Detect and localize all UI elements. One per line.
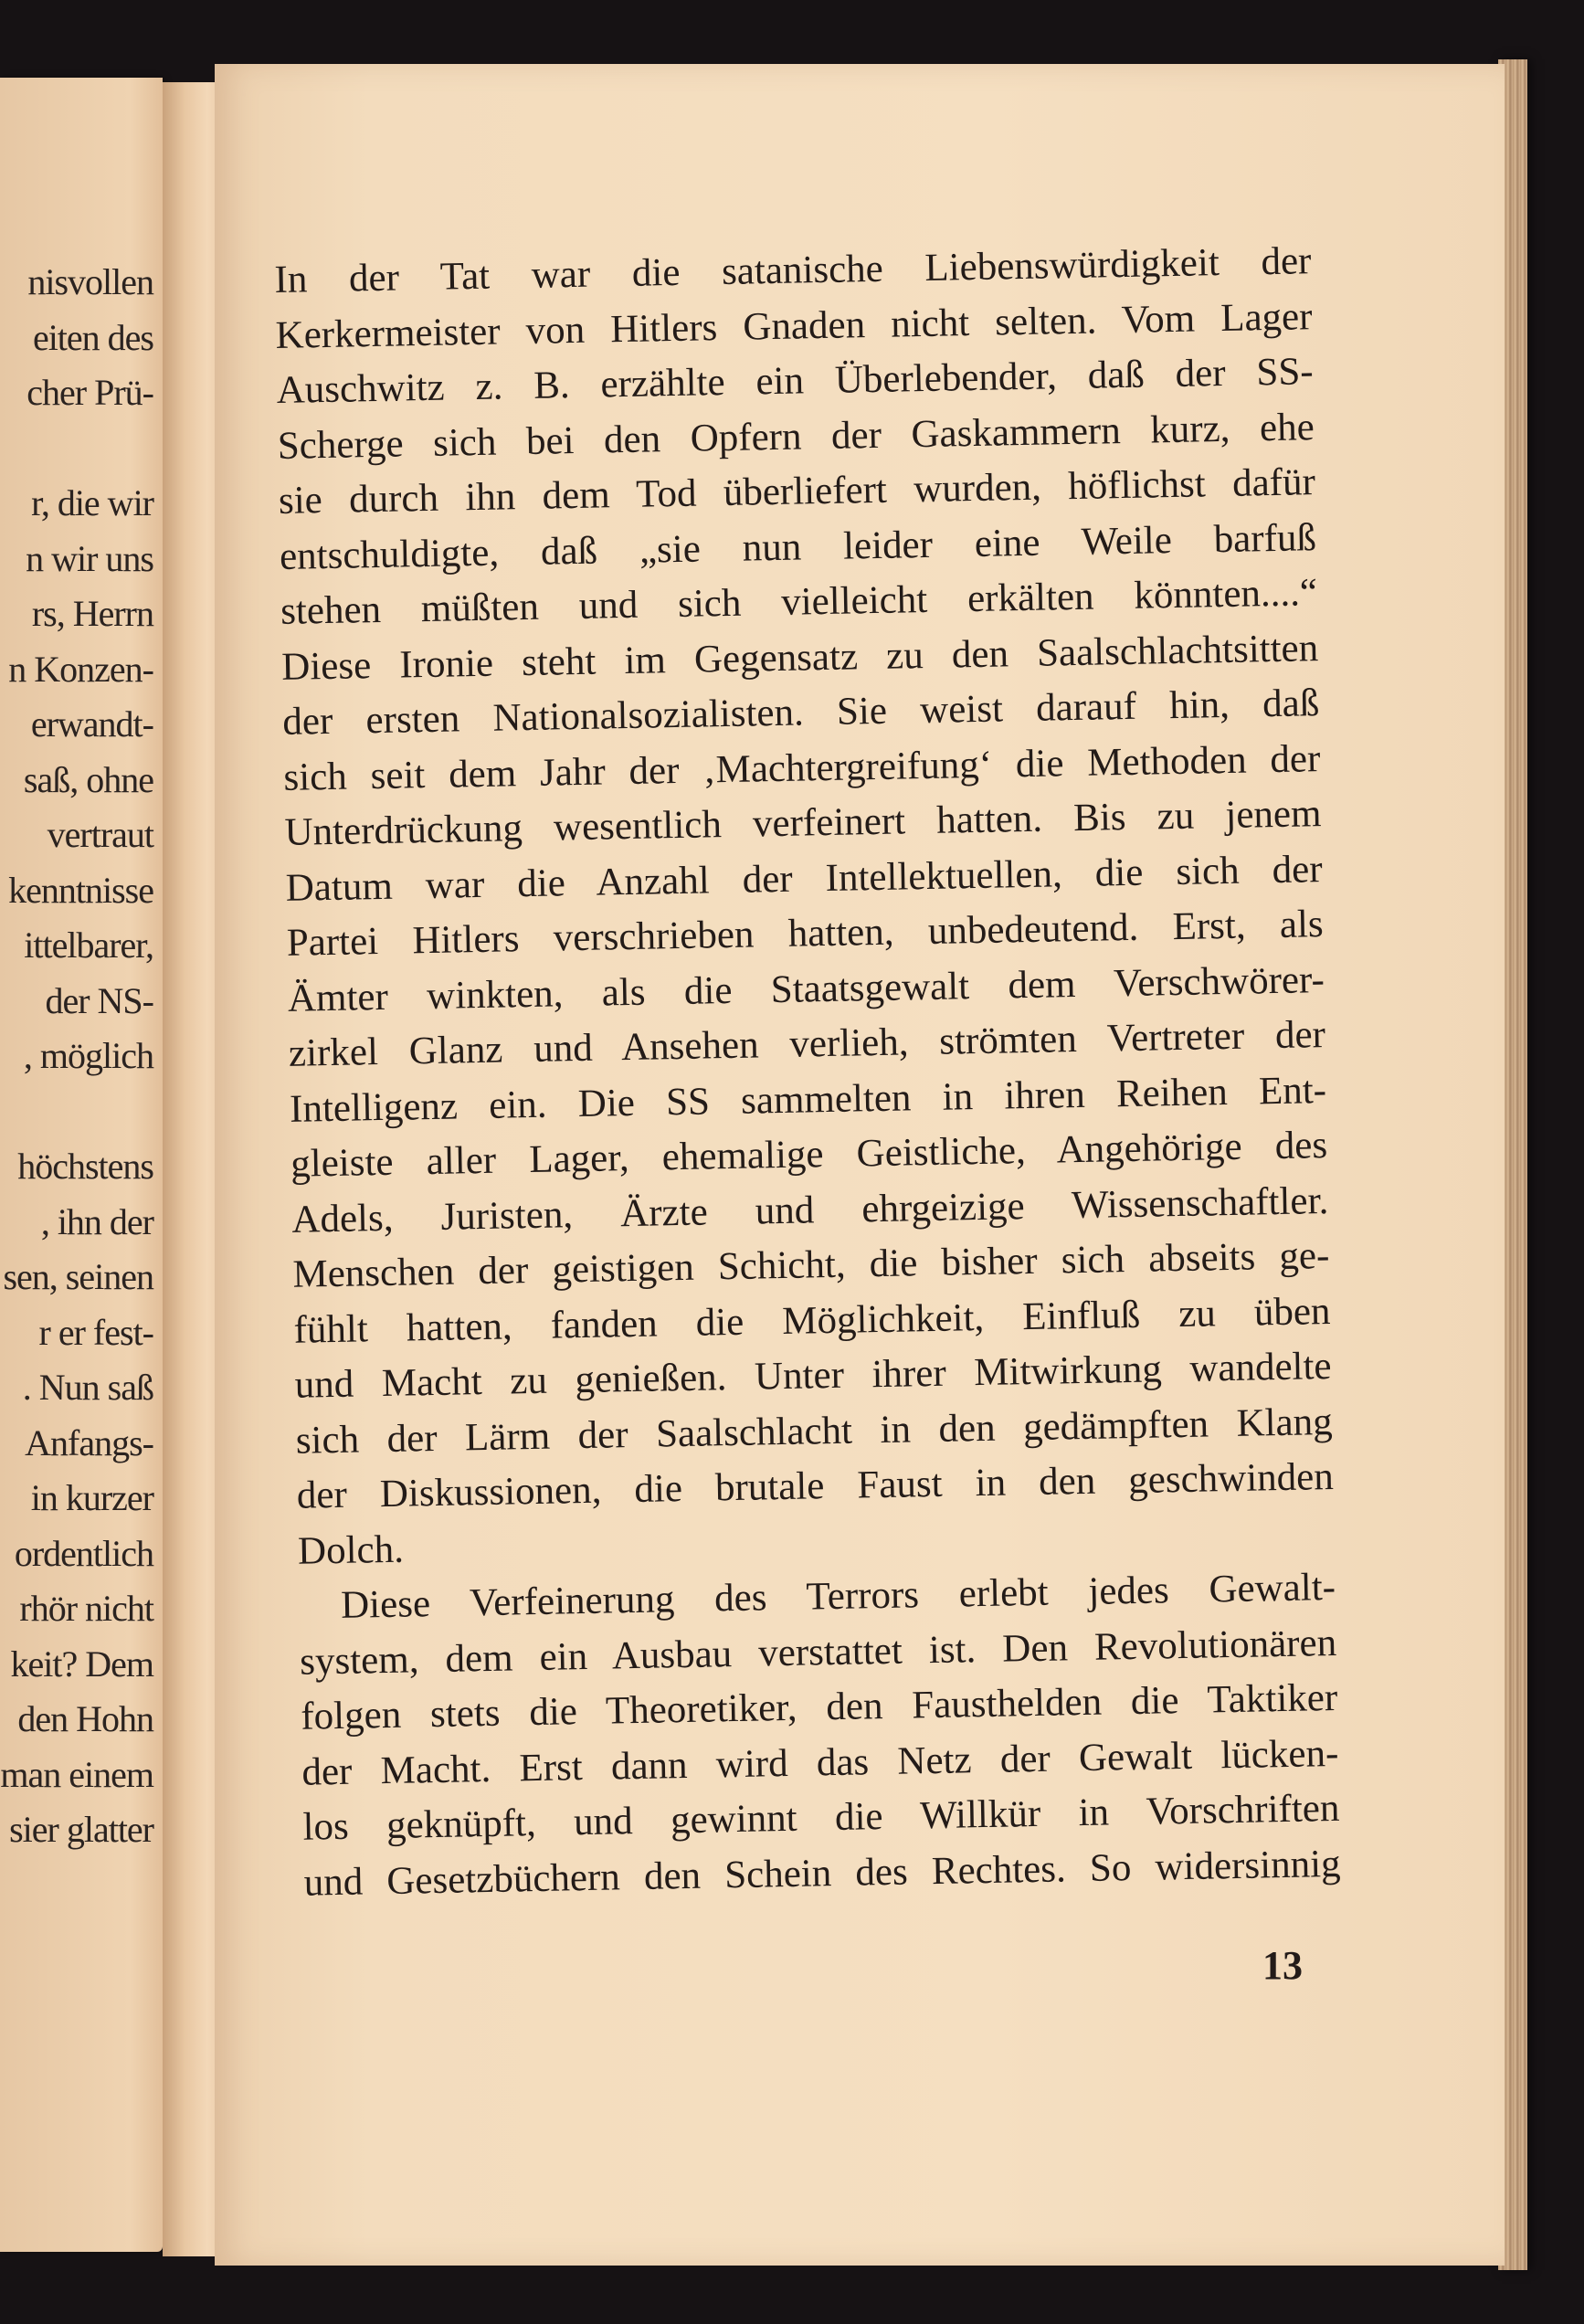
text-line: Kerkermeister von Hitlers Gnaden nicht selten. Vom Lager <box>275 294 1313 357</box>
text-line: gleiste aller Lager, ehemalige Geistliche, Angehörige des <box>290 1124 1328 1186</box>
facing-page-line: sier glatter <box>9 1809 153 1850</box>
text-line: Scherge sich bei den Opfern der Gaskammern kurz, ehe <box>277 405 1315 468</box>
text-line: sich der Lärm der Saalschlacht in den gedämpften Klang <box>295 1400 1334 1463</box>
facing-page-line: sen, seinen <box>3 1256 153 1297</box>
facing-page-line: kenntnisse <box>8 869 153 911</box>
text-line: der ersten Nationalsozialisten. Sie weist darauf hin, daß <box>281 681 1320 744</box>
facing-page-left <box>0 78 163 2252</box>
facing-page-line: ordentlich <box>14 1532 153 1574</box>
text-line: Adels, Juristen, Ärzte und ehrgeizige Wissenschaftler. <box>290 1178 1329 1241</box>
text-line: der Macht. Erst dann wird das Netz der Gewalt lücken- <box>301 1731 1339 1794</box>
page-number: 13 <box>1262 1943 1303 1988</box>
text-line: Dolch. <box>297 1527 405 1573</box>
facing-page-line: nisvollen <box>27 261 153 302</box>
text-line: sie durch ihn dem Tod überliefert wurden, höflichst dafür <box>278 460 1316 523</box>
text-line: Ämter winkten, als die Staatsgewalt dem Verschwörer- <box>287 957 1325 1020</box>
text-line: Diese Verfeinerung des Terrors erlebt jedes Gewalt- <box>340 1565 1336 1627</box>
text-line: folgen stets die Theoretiker, den Fausthelden die Taktiker <box>300 1675 1338 1738</box>
facing-page-line: den Hohn <box>17 1698 153 1739</box>
text-line: los geknüpft, und gewinnt die Willkür in Vorschriften <box>302 1786 1340 1849</box>
text-line: und Gesetzbüchern den Schein des Rechtes. So widersinnig <box>303 1842 1341 1905</box>
text-line: entschuldigte, daß „sie nun leider eine Weile barfuß <box>279 515 1317 578</box>
text-line: Unterdrückung wesentlich verfeinert hatten. Bis zu jenem <box>284 792 1322 854</box>
facing-page-line: der NS- <box>45 979 153 1021</box>
facing-page-line: , möglich <box>23 1035 153 1076</box>
facing-page-line: rhör nicht <box>19 1588 153 1629</box>
facing-page-line: keit? Dem <box>10 1643 153 1685</box>
text-line: fühlt hatten, fanden die Möglichkeit, Einfluß zu üben <box>293 1289 1331 1352</box>
text-line: der Diskussionen, die brutale Faust in den geschwinden <box>296 1454 1335 1517</box>
text-line: Datum war die Anzahl der Intellektuellen, die sich der <box>285 847 1323 910</box>
text-line: zirkel Glanz und Ansehen verlieh, strömten Vertreter der <box>288 1013 1326 1075</box>
facing-page-line: r er fest- <box>38 1311 153 1353</box>
facing-page-line: r, die wir <box>31 482 153 523</box>
text-line: Partei Hitlers verschrieben hatten, unbedeutend. Erst, als <box>286 903 1325 965</box>
text-line: Diese Ironie steht im Gegensatz zu den Saalschlachtsitten <box>280 626 1319 689</box>
text-line: Auschwitz z. B. erzählte ein Überlebender, daß der SS- <box>276 350 1314 412</box>
text-line: system, dem ein Ausbau verstattet ist. Den Revolutionären <box>299 1621 1337 1684</box>
facing-page-line: vertraut <box>47 814 153 855</box>
text-line: Menschen der geistigen Schicht, die bisher sich abseits ge- <box>292 1234 1330 1296</box>
facing-page-line: . Nun saß <box>22 1367 153 1408</box>
facing-page-line: Anfangs- <box>25 1421 153 1463</box>
facing-page-line: n wir uns <box>26 537 153 579</box>
facing-page-line: ittelbarer, <box>24 924 153 966</box>
facing-page-line: n Konzen- <box>8 648 153 690</box>
facing-page-line: man einem <box>0 1753 153 1795</box>
paragraph-1 <box>274 234 1335 1579</box>
facing-page-line: cher Prü- <box>26 372 153 413</box>
facing-page-line: rs, Herrn <box>31 593 153 634</box>
facing-page-line: saß, ohne <box>23 758 153 800</box>
body-text <box>274 234 1341 1910</box>
facing-page-line: eiten des <box>32 316 153 358</box>
text-line: sich seit dem Jahr der ‚Machtergreifung‘ die Methoden der <box>283 736 1321 799</box>
text-line: In der Tat war die satanische Liebenswürdigkeit der <box>274 239 1312 301</box>
facing-page-line: in kurzer <box>30 1477 153 1518</box>
text-line: Intelligenz ein. Die SS sammelten in ihren Reihen Ent- <box>289 1068 1327 1131</box>
text-line: stehen müßten und sich vielleicht erkälten könnten....“ <box>280 571 1318 633</box>
facing-page-line: , ihn der <box>40 1200 153 1242</box>
paragraph-2 <box>299 1560 1341 1911</box>
text-line: und Macht zu genießen. Unter ihrer Mitwirkung wandelte <box>294 1344 1332 1407</box>
facing-page-line: höchstens <box>17 1146 153 1187</box>
facing-page-line: erwandt- <box>30 703 153 745</box>
